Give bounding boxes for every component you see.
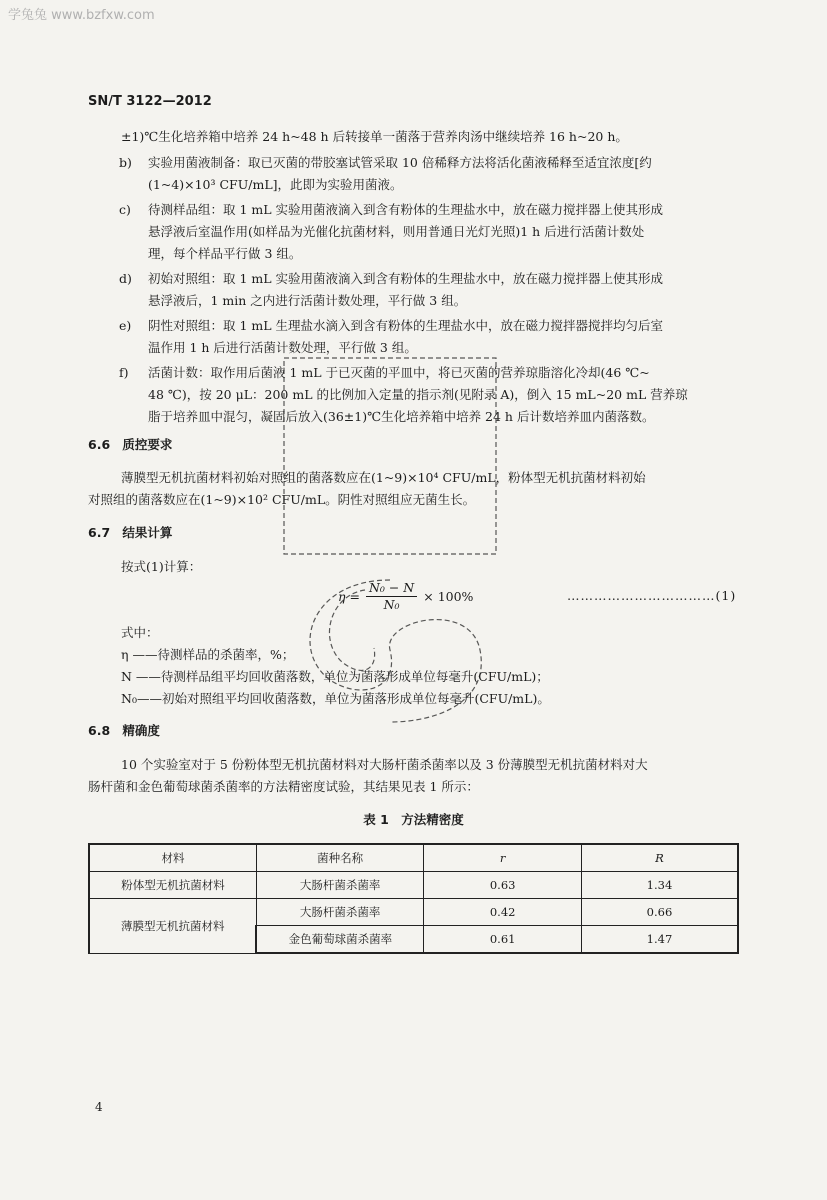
cell-R: 1.47 bbox=[581, 926, 738, 954]
cell-r: 0.61 bbox=[424, 926, 582, 954]
list-item-label-e: e) bbox=[119, 318, 132, 333]
cell-r: 0.63 bbox=[424, 872, 582, 899]
definition-n: N ——待测样品组平均回收菌落数，单位为菌落形成单位每毫升(CFU/mL)； bbox=[121, 669, 549, 684]
section-number: 6.7 bbox=[88, 525, 111, 540]
paragraph-line: 按式(1)计算： bbox=[121, 559, 202, 574]
section-heading-6-7 bbox=[88, 522, 172, 544]
cell-strain: 金色葡萄球菌杀菌率 bbox=[256, 926, 423, 954]
paragraph-line: 对照组的菌落数应在(1~9)×10² CFU/mL。阴性对照组应无菌生长。 bbox=[88, 492, 476, 507]
section-title: 质控要求 bbox=[122, 437, 173, 452]
table-title: 表 1 方法精密度 bbox=[363, 812, 464, 827]
list-item-f-line: 活菌计数：取作用后菌液 1 mL 于已灭菌的平皿中，将已灭菌的营养琼脂溶化冷却(46 ℃~ bbox=[148, 365, 650, 380]
table-row bbox=[89, 872, 738, 899]
cell-material: 粉体型无机抗菌材料 bbox=[89, 872, 256, 899]
header-r: r bbox=[424, 844, 582, 872]
formula-lhs: η = bbox=[338, 589, 360, 604]
list-item-label-b: b) bbox=[119, 155, 132, 170]
section-title: 结果计算 bbox=[122, 525, 173, 540]
list-item-f-line: 脂于培养皿中混匀，凝固后放入(36±1)℃生化培养箱中培养 24 h 后计数培养皿内菌落数。 bbox=[148, 409, 655, 424]
table-row bbox=[89, 899, 738, 926]
list-item-d-line: 初始对照组：取 1 mL 实验用菌液滴入到含有粉体的生理盐水中，放在磁力搅拌器上使其形成 bbox=[148, 271, 664, 286]
list-item-d-line: 悬浮液后，1 min 之内进行活菌计数处理，平行做 3 组。 bbox=[148, 293, 467, 308]
cell-strain: 大肠杆菌杀菌率 bbox=[256, 872, 423, 899]
cell-material: 薄膜型无机抗菌材料 bbox=[89, 899, 256, 954]
cell-R: 1.34 bbox=[581, 872, 738, 899]
paragraph-line: 薄膜型无机抗菌材料初始对照组的菌落数应在(1~9)×10⁴ CFU/mL，粉体型无机抗菌材料初始 bbox=[121, 470, 646, 485]
list-item-e-line: 阴性对照组：取 1 mL 生理盐水滴入到含有粉体的生理盐水中，放在磁力搅拌器搅拌均匀后室 bbox=[148, 318, 664, 333]
paragraph-line: 10 个实验室对于 5 份粉体型无机抗菌材料对大肠杆菌杀菌率以及 3 份薄膜型无机抗菌材料对大 bbox=[121, 757, 648, 772]
section-number: 6.6 bbox=[88, 437, 111, 452]
paragraph-line: 肠杆菌和金色葡萄球菌杀菌率的方法精密度试验，其结果见表 1 所示： bbox=[88, 779, 479, 794]
cell-strain: 大肠杆菌杀菌率 bbox=[256, 899, 423, 926]
list-item-c-line: 悬浮液后室温作用(如样品为光催化抗菌材料，则用普通日光灯光照)1 h 后进行活菌计数处 bbox=[148, 224, 645, 239]
definition-n0: N₀——初始对照组平均回收菌落数，单位为菌落形成单位每毫升(CFU/mL)。 bbox=[121, 691, 550, 706]
header-strain: 菌种名称 bbox=[256, 844, 423, 872]
formula-number: ……………………………(1) bbox=[567, 588, 737, 603]
list-item-label-f: f) bbox=[119, 365, 129, 380]
list-item-c-line: 待测样品组：取 1 mL 实验用菌液滴入到含有粉体的生理盐水中，放在磁力搅拌器上使其形成 bbox=[148, 202, 664, 217]
cell-r: 0.42 bbox=[424, 899, 582, 926]
header-R: R bbox=[581, 844, 738, 872]
where-label: 式中： bbox=[121, 625, 159, 640]
list-item-c-line: 理，每个样品平行做 3 组。 bbox=[148, 246, 302, 261]
formula-rhs: × 100% bbox=[423, 589, 474, 604]
table-header-row bbox=[89, 844, 738, 872]
header-material: 材料 bbox=[89, 844, 256, 872]
watermark-text: 学兔兔 www.bzfxw.com bbox=[8, 8, 155, 23]
list-item-label-d: d) bbox=[119, 271, 132, 286]
definition-eta: η ——待测样品的杀菌率，%； bbox=[121, 647, 295, 662]
section-heading-6-6 bbox=[88, 434, 172, 456]
watermark-logo-icon bbox=[270, 350, 510, 730]
page-number: 4 bbox=[95, 1100, 103, 1114]
paragraph-line: ±1)℃生化培养箱中培养 24 h~48 h 后转接单一菌落于营养肉汤中继续培养 16 h~20 h。 bbox=[121, 129, 628, 144]
list-item-label-c: c) bbox=[119, 202, 131, 217]
document-id: SN/T 3122—2012 bbox=[88, 94, 212, 109]
list-item-e-line: 温作用 1 h 后进行活菌计数处理，平行做 3 组。 bbox=[148, 340, 417, 355]
list-item-f-line: 48 ℃)，按 20 μL：200 mL 的比例加入定量的指示剂(见附录 A)，倒入 15 mL~20 mL 营养琼 bbox=[148, 387, 688, 402]
precision-table bbox=[88, 843, 739, 954]
list-item-b-line: (1~4)×10³ CFU/mL]，此即为实验用菌液。 bbox=[148, 177, 403, 192]
section-title: 精确度 bbox=[122, 723, 160, 738]
section-heading-6-8 bbox=[88, 720, 160, 742]
list-item-b-line: 实验用菌液制备：取已灭菌的带胶塞试管采取 10 倍稀释方法将活化菌液稀释至适宜浓度[约 bbox=[148, 155, 652, 170]
formula-numerator: N₀ − N bbox=[366, 580, 417, 597]
section-number: 6.8 bbox=[88, 723, 111, 738]
cell-R: 0.66 bbox=[581, 899, 738, 926]
formula-denominator: N₀ bbox=[383, 597, 400, 612]
